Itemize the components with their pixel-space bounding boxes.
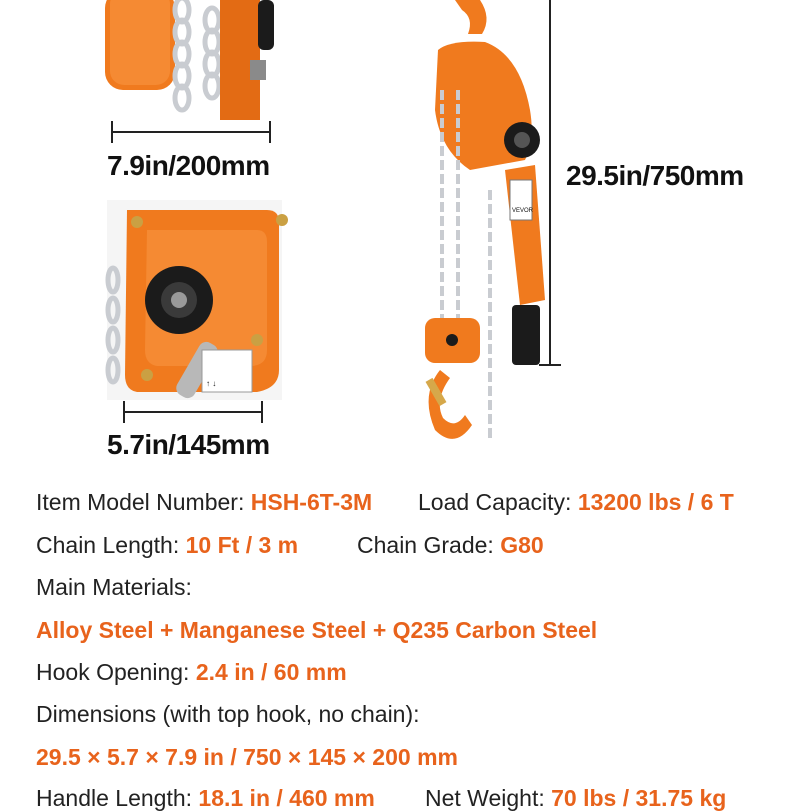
spec-weight-value: 70 lbs / 31.75 kg xyxy=(551,785,727,811)
height-dimension-line xyxy=(535,0,565,370)
brand-label: VEVOR xyxy=(512,208,534,214)
spec-hook-value: 2.4 in / 60 mm xyxy=(195,659,347,685)
hoist-top-view-image xyxy=(100,0,380,125)
width-dimension-top-label: 7.9in/200mm xyxy=(107,150,270,181)
spec-weight-label: Net Weight: xyxy=(425,785,545,811)
spec-dimensions-value: 29.5 × 5.7 × 7.9 in / 750 × 145 × 200 mm xyxy=(36,744,458,770)
spec-chain-grade-row xyxy=(357,532,544,559)
spec-handle-label: Handle Length: xyxy=(36,785,193,811)
spec-capacity-row xyxy=(418,489,734,516)
hoist-side-view-image xyxy=(107,200,282,400)
spec-handle-row xyxy=(36,785,375,812)
spec-model-label: Item Model Number: xyxy=(36,489,245,515)
spec-materials-label: Main Materials: xyxy=(36,574,192,600)
spec-chain-length-label: Chain Length: xyxy=(36,532,180,558)
spec-chain-grade-value: G80 xyxy=(500,532,544,558)
spec-capacity-label: Load Capacity: xyxy=(418,489,572,515)
svg-text:↑ ↓: ↑ ↓ xyxy=(206,379,217,388)
spec-chain-length-row xyxy=(36,532,298,559)
spec-handle-value: 18.1 in / 460 mm xyxy=(198,785,375,811)
spec-chain-length-value: 10 Ft / 3 m xyxy=(185,532,299,558)
spec-hook-label: Hook Opening: xyxy=(36,659,190,685)
spec-materials-value: Alloy Steel + Manganese Steel + Q235 Carbon Steel xyxy=(36,617,598,643)
spec-model-value: HSH-6T-3M xyxy=(250,489,373,515)
width-dimension-line-top xyxy=(110,118,290,148)
spec-capacity-value: 13200 lbs / 6 T xyxy=(577,489,734,515)
spec-model-row xyxy=(36,489,372,516)
width-dimension-side-label: 5.7in/145mm xyxy=(107,429,270,460)
height-dimension-label: 29.5in/750mm xyxy=(566,160,744,191)
width-dimension-line-side xyxy=(122,398,282,428)
spec-chain-grade-label: Chain Grade: xyxy=(357,532,494,558)
spec-dimensions-label: Dimensions (with top hook, no chain): xyxy=(36,701,420,727)
spec-hook-row xyxy=(36,659,347,686)
spec-weight-row xyxy=(425,785,726,812)
